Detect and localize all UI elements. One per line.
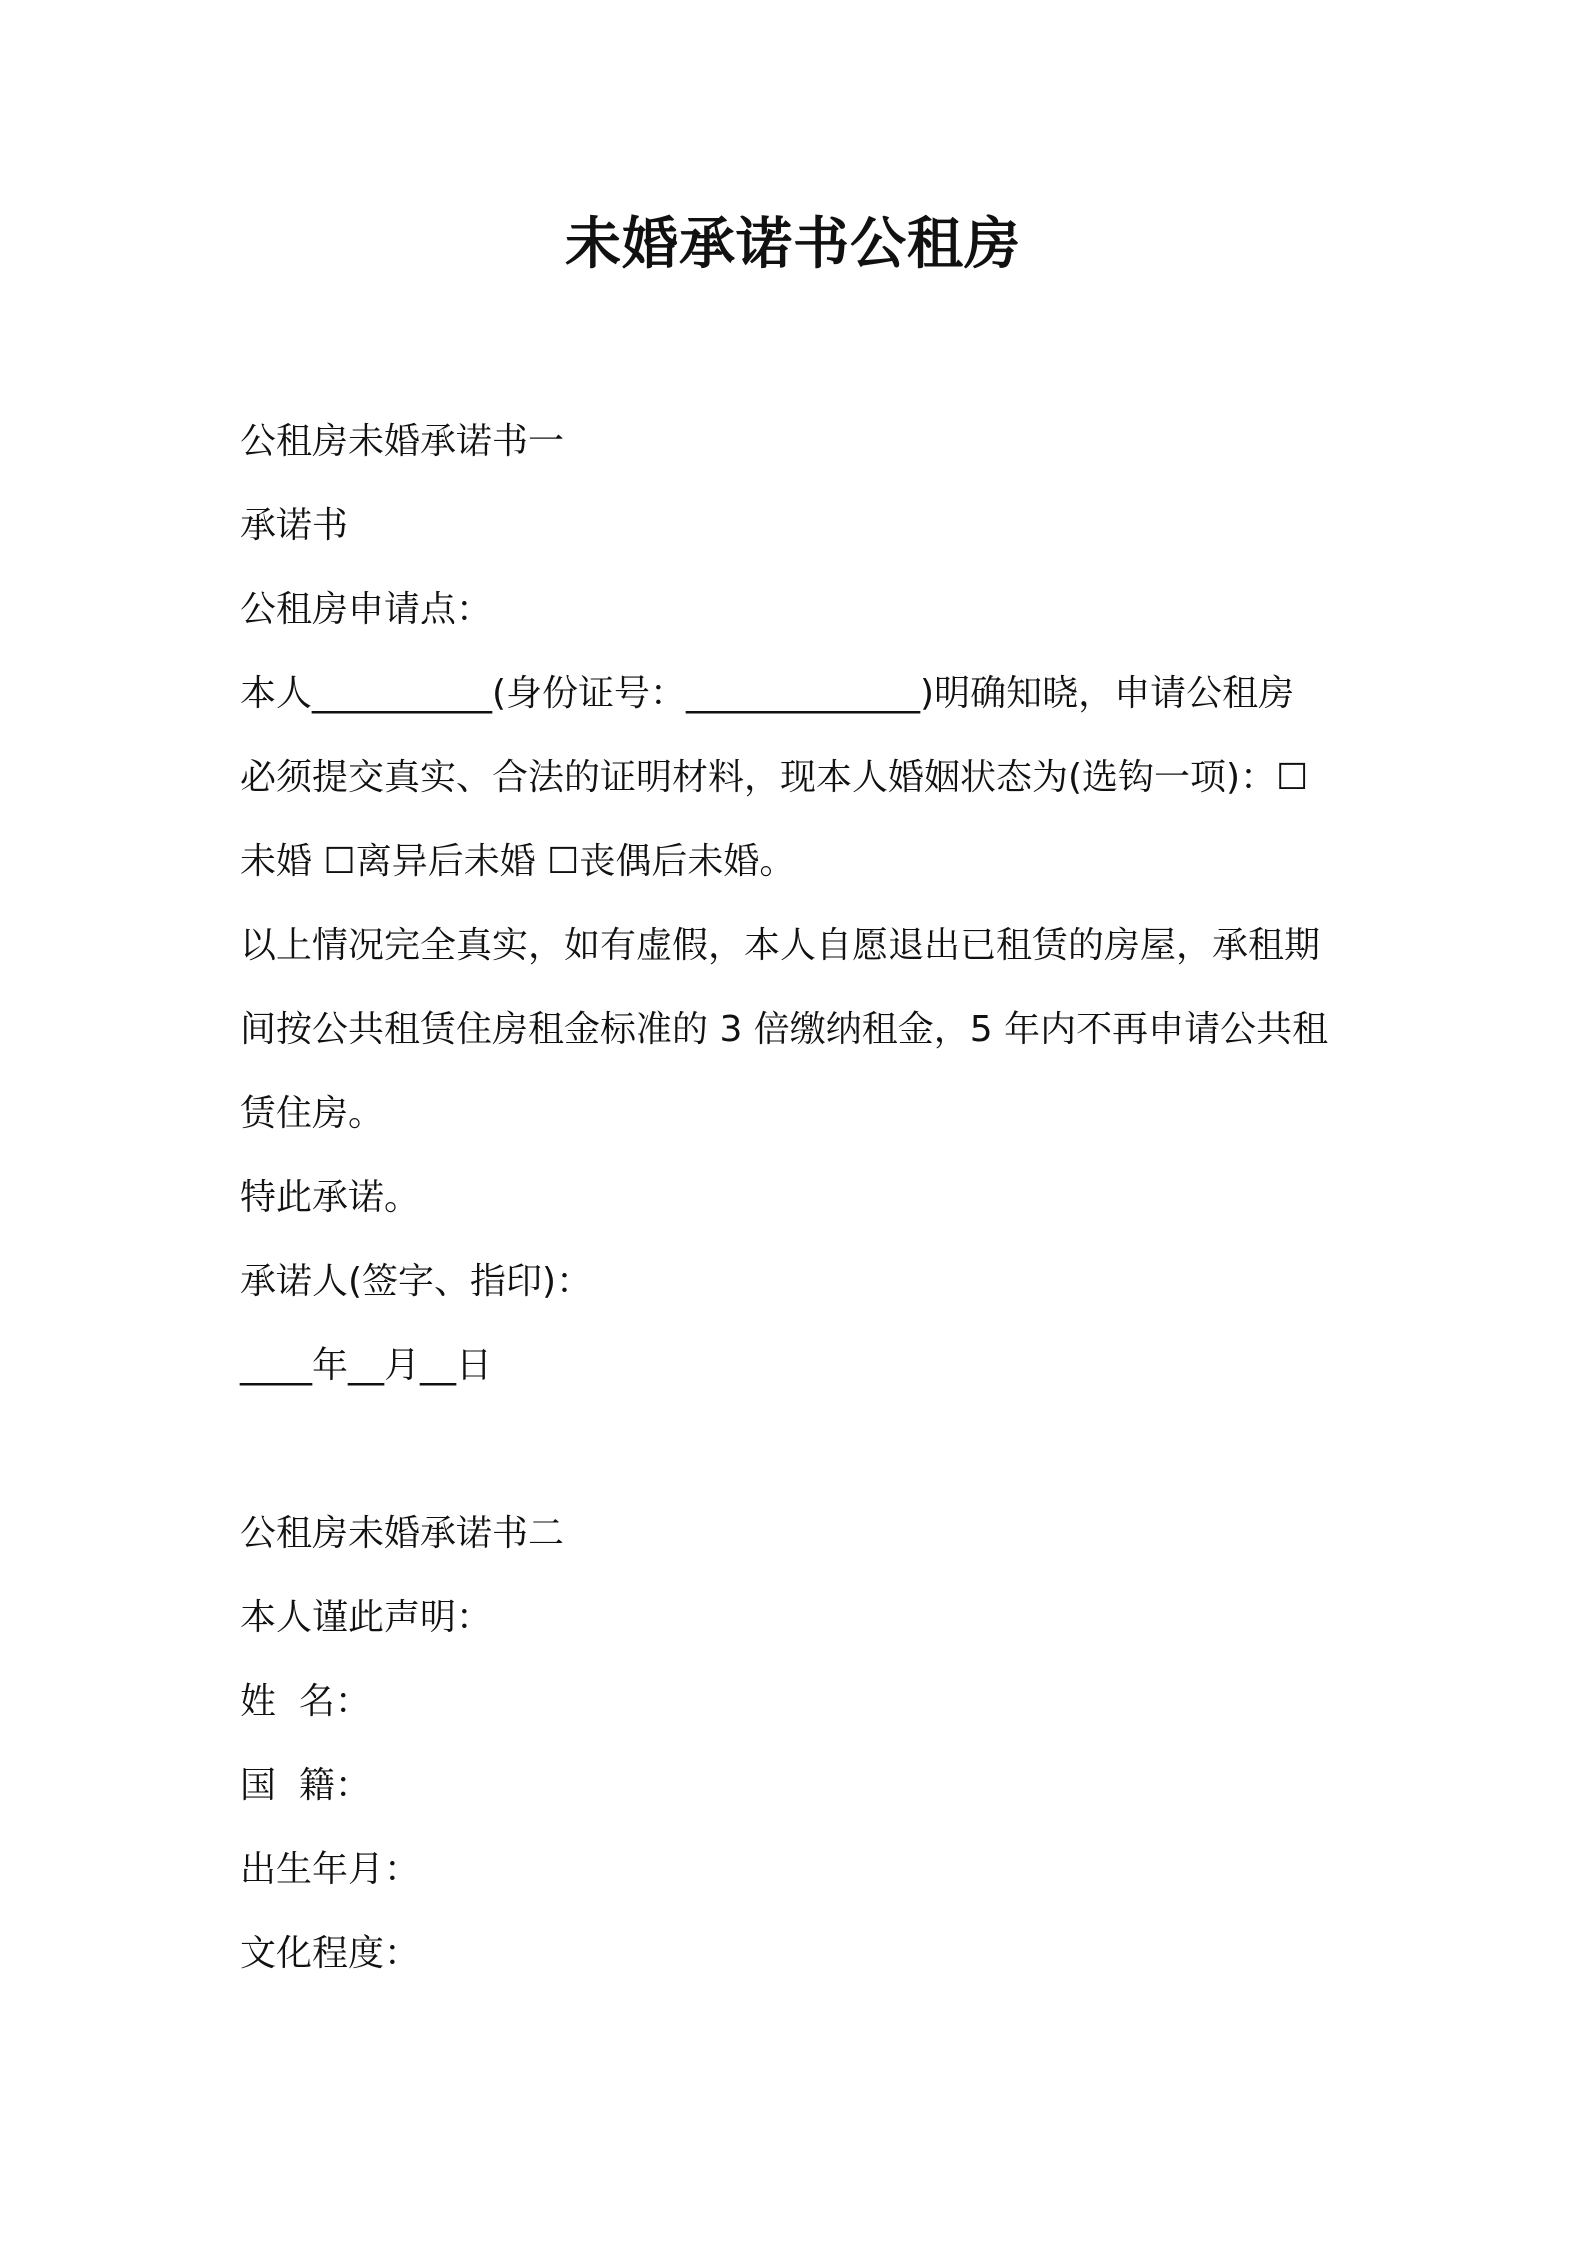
paragraph2-line1: 以上情况完全真实，如有虚假，本人自愿退出已租赁的房屋，承租期: [240, 925, 1321, 966]
education-label: 文化程度：: [240, 1933, 421, 1974]
document-title: 未婚承诺书公租房: [565, 212, 1021, 277]
name-label: 姓 名：: [240, 1681, 371, 1722]
signer-label: 承诺人(签字、指印)：: [240, 1261, 593, 1302]
apply-point-label: 公租房申请点：: [240, 589, 493, 630]
paragraph1-line1: 本人__________(身份证号：_____________)明确知晓，申请公租房: [240, 673, 1295, 714]
pledge-text: 特此承诺。: [240, 1177, 421, 1218]
paragraph1-line3: 未婚 ☐离异后未婚 ☐丧偶后未婚。: [240, 841, 796, 882]
paragraph1-line2: 必须提交真实、合法的证明材料，现本人婚姻状态为(选钩一项)：☐: [240, 757, 1309, 798]
nationality-label: 国 籍：: [240, 1765, 371, 1806]
birth-label: 出生年月：: [240, 1849, 421, 1890]
paragraph2-line3: 赁住房。: [240, 1093, 385, 1134]
section1-subheading: 承诺书: [240, 505, 349, 546]
paragraph2-line2: 间按公共租赁住房租金标准的 3 倍缴纳租金，5 年内不再申请公共租: [240, 1009, 1329, 1050]
section1-heading: 公租房未婚承诺书一: [240, 421, 565, 462]
document-body: [240, 400, 1360, 1996]
declare-text: 本人谨此声明：: [240, 1597, 493, 1638]
date-line: ____年__月__日: [240, 1345, 493, 1386]
section2-heading: 公租房未婚承诺书二: [240, 1513, 565, 1554]
